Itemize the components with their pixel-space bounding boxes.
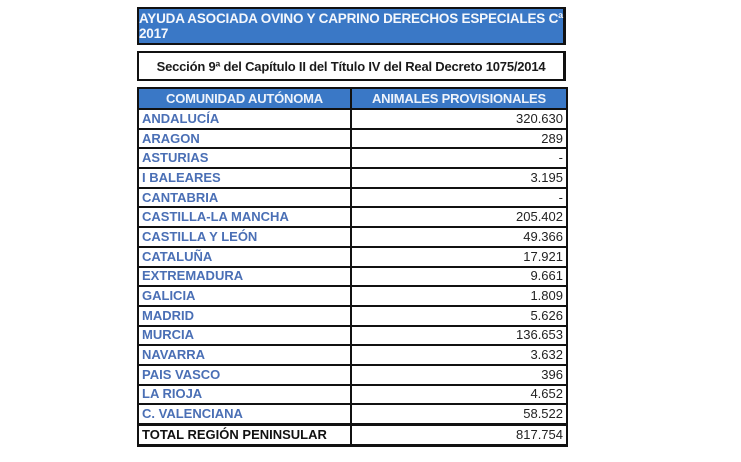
animals-value: 5.626 [351,306,567,326]
total-value: 817.754 [351,425,567,446]
table-row [138,385,567,405]
animals-value: 3.632 [351,345,567,365]
document-sheet [137,7,566,447]
animals-value: 58.522 [351,404,567,424]
table-body [138,109,567,445]
animals-value: 4.652 [351,385,567,405]
total-label: TOTAL REGIÓN PENINSULAR [138,425,351,446]
table-header-row [138,88,567,109]
animals-value: 205.402 [351,207,567,227]
column-header-animals: ANIMALES PROVISIONALES [351,88,567,109]
region-name: ANDALUCÍA [138,109,351,129]
document-title: AYUDA ASOCIADA OVINO Y CAPRINO DERECHOS ESPECIALES Cª 2017 [137,7,566,45]
region-name: EXTREMADURA [138,267,351,287]
region-name: CASTILLA Y LEÓN [138,227,351,247]
region-name: CASTILLA-LA MANCHA [138,207,351,227]
table-row [138,168,567,188]
animals-value: 49.366 [351,227,567,247]
animals-value: 1.809 [351,286,567,306]
animals-value: 3.195 [351,168,567,188]
animals-value: 289 [351,129,567,149]
animals-value: 396 [351,365,567,385]
animals-table [137,87,568,447]
table-row [138,306,567,326]
table-row [138,286,567,306]
table-row [138,148,567,168]
table-row [138,365,567,385]
region-name: GALICIA [138,286,351,306]
region-name: ARAGON [138,129,351,149]
table-row [138,129,567,149]
document-subtitle: Sección 9ª del Capítulo II del Título IV del Real Decreto 1075/2014 [137,51,566,81]
region-name: LA RIOJA [138,385,351,405]
column-header-region: COMUNIDAD AUTÓNOMA [138,88,351,109]
animals-value: 9.661 [351,267,567,287]
table-row [138,247,567,267]
animals-value: 320.630 [351,109,567,129]
table-total-row [138,425,567,446]
region-name: MADRID [138,306,351,326]
region-name: I BALEARES [138,168,351,188]
region-name: C. VALENCIANA [138,404,351,424]
table-row [138,326,567,346]
table-row [138,188,567,208]
animals-value: 136.653 [351,326,567,346]
table-row [138,207,567,227]
table-row [138,345,567,365]
region-name: ASTURIAS [138,148,351,168]
region-name: CATALUÑA [138,247,351,267]
animals-value: - [351,148,567,168]
region-name: MURCIA [138,326,351,346]
table-row [138,227,567,247]
region-name: PAIS VASCO [138,365,351,385]
region-name: NAVARRA [138,345,351,365]
table-row [138,267,567,287]
animals-value: 17.921 [351,247,567,267]
region-name: CANTABRIA [138,188,351,208]
animals-value: - [351,188,567,208]
table-row [138,109,567,129]
table-row [138,404,567,424]
